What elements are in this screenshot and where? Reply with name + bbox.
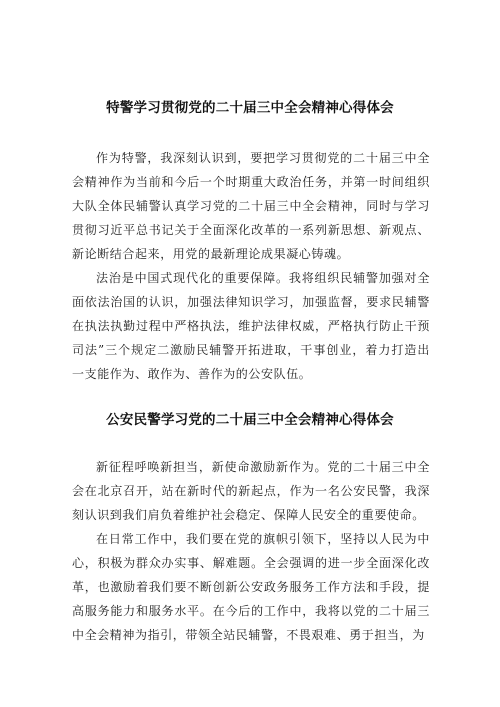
paragraph: 新征程呼唤新担当，新使命激励新作为。党的二十届三中全会在北京召开，站在新时代的新起点，作为一名公安民警，我深刻认识到我们肩负着维护社会稳定、保障人民安全的重要使命。: [72, 460, 430, 522]
section-title: 公安民警学习党的二十届三中全会精神心得体会: [106, 412, 394, 428]
section-title: 特警学习贯彻党的二十届三中全会精神心得体会: [106, 100, 394, 116]
paragraph: 在日常工作中，我们要在党的旗帜引领下，坚持以人民为中心，积极为群众办实事、解难题。全会强调的进一步全面深化改革，也激励着我们要不断创新公安政务服务工作方法和手段，提高服务能力和服务水平。在今后的工作中，我将以党的二十届三中全会精神为指引，带领全站民辅警，不畏艰难、勇于担当，为: [72, 532, 430, 642]
paragraph: 作为特警，我深刻认识到，要把学习贯彻党的二十届三中全会精神作为当前和今后一个时期重大政治任务，并第一时间组织大队全体民辅警认真学习党的二十届三中全会精神，同时与学习贯彻习近平总书记关于全面深化改革的一系列新思想、新观点、新论断结合起来，用党的最新理论成果凝心铸魂。: [72, 151, 430, 261]
paragraph: 法治是中国式现代化的重要保障。我将组织民辅警加强对全面依法治国的认识，加强法律知识学习，加强监督，要求民辅警在执法执勤过程中严格执法，维护法律权威，严格执行防止干预司法”三个规定二激励民辅警开拓进取，干事创业，着力打造出一支能作为、敢作为、善作为的公安队伍。: [72, 271, 430, 381]
